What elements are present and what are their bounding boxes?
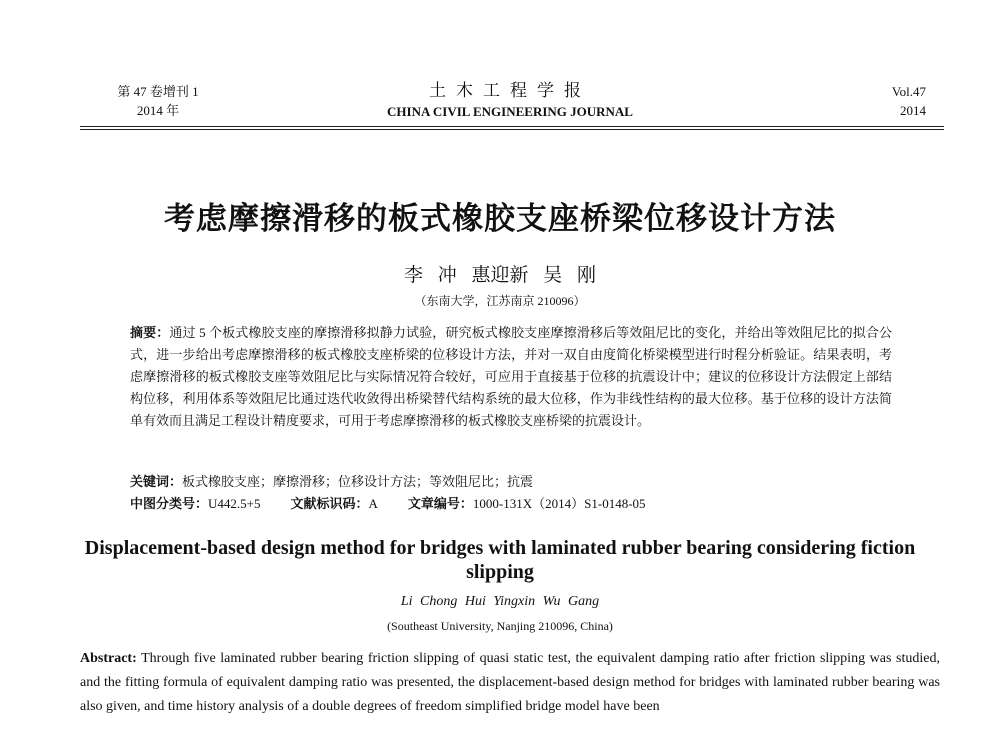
abstract-cn-label: 摘要： (130, 325, 170, 340)
article-no-value: 1000-131X（2014）S1-0148-05 (472, 496, 646, 511)
keywords-cn (130, 471, 892, 493)
abstract-cn-text: 通过 5 个板式橡胶支座的摩擦滑移拟静力试验，研究板式橡胶支座摩擦滑移后等效阻尼比的变化，并给出等效阻尼比的拟合公式，进一步给出考虑摩擦滑移的板式橡胶支座桥梁的位移设计方法，并对一双自由度简化桥梁模型进行时程分析验证。结果表明，考虑摩擦滑移的板式橡胶支座等效阻尼比与实际情况符合较好，可应用于直接基于位移的抗震设计中；建议的位移设计方法假定上部结构位移，利用体系等效阻尼比通过迭代收敛得出桥梁替代结构系统的最大位移，作为非线性结构的最大位移。基于位移的设计方法简单有效而且满足工程设计精度要求，可用于考虑摩擦滑移的板式橡胶支座桥梁的抗震设计。 (130, 325, 892, 428)
affiliation-en: (Southeast University, Nanjing 210096, China) (387, 619, 613, 633)
article-no-label: 文章编号： (407, 496, 473, 511)
header-rule-bottom (80, 129, 944, 130)
paper-title-en: Displacement-based design method for bridges with laminated rubber bearing considering fiction slipping (84, 537, 916, 583)
keywords-text: 板式橡胶支座；摩擦滑移；位移设计方法；等效阻尼比；抗震 (182, 474, 534, 489)
abstract-en (80, 647, 940, 719)
abstract-en-text: Through five laminated rubber bearing friction slipping of quasi static test, the equivalent damping ratio after friction slipping was studied, and the fitting formula of equivalent damping ratio was presented, the displacement-based design method for bridges with laminated rubber bearing was also given, and time history analysis of a double degrees of freedom simplified bridge model have been (80, 651, 940, 714)
journal-title-cn: 土木工程学报 (429, 81, 591, 100)
journal-title (350, 80, 670, 121)
header-volume-en (866, 82, 926, 120)
doc-code-label: 文献标识码： (290, 496, 369, 511)
affiliation-cn: （东南大学，江苏南京 210096） (414, 294, 586, 308)
clc-label: 中图分类号： (130, 496, 209, 511)
volume-cn: 第 47 卷增刊 1 (117, 84, 199, 99)
classification-line (130, 493, 892, 515)
year-en: 2014 (900, 103, 926, 118)
header-volume-cn (103, 82, 213, 120)
journal-title-en: CHINA CIVIL ENGINEERING JOURNAL (387, 104, 633, 119)
header-rule-top (80, 126, 944, 127)
keywords-label: 关键词： (130, 474, 183, 489)
clc-value: U442.5+5 (208, 496, 261, 511)
authors-cn: 李 冲 惠迎新 吴 刚 (403, 265, 596, 286)
abstract-cn (130, 322, 892, 432)
doc-code-value: A (368, 496, 378, 511)
year-cn: 2014 年 (136, 103, 180, 118)
volume-en: Vol.47 (891, 84, 926, 99)
abstract-en-label: Abstract: (80, 651, 137, 666)
authors-en: Li Chong Hui Yingxin Wu Gang (400, 594, 600, 609)
paper-title-cn: 考虑摩擦滑移的板式橡胶支座桥梁位移设计方法 (164, 201, 836, 237)
